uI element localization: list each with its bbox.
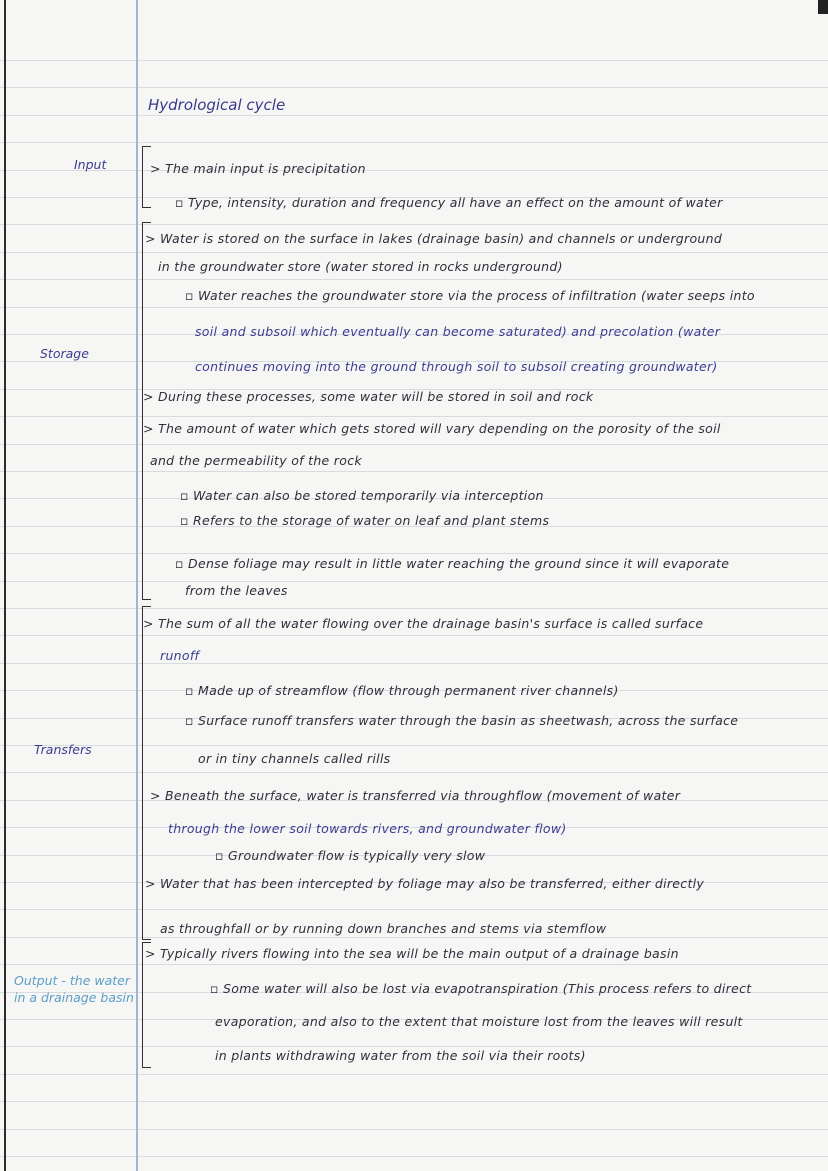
note-line: ▫ Refers to the storage of water on leaf and plant stems: [180, 513, 550, 528]
note-line: > During these processes, some water will be stored in soil and rock: [143, 389, 594, 404]
note-line: and the permeability of the rock: [150, 453, 362, 468]
note-line: > Typically rivers flowing into the sea will be the main output of a drainage basin: [145, 946, 679, 961]
note-line: runoff: [160, 648, 200, 663]
note-line: > Water is stored on the surface in lakes (drainage basin) and channels or underground: [145, 231, 723, 246]
margin-line: [136, 0, 138, 1171]
rule-line: [0, 60, 828, 61]
note-line: in plants withdrawing water from the soil via their roots): [215, 1048, 586, 1063]
note-line: > The amount of water which gets stored will vary depending on the porosity of the soil: [143, 421, 721, 436]
rule-line: [0, 663, 828, 664]
rule-line: [0, 307, 828, 308]
rule-line: [0, 909, 828, 910]
margin-label-input: Input: [74, 157, 107, 172]
rule-line: [0, 772, 828, 773]
rule-line: [0, 115, 828, 116]
rule-line: [0, 1156, 828, 1157]
note-line: ▫ Surface runoff transfers water through the basin as sheetwash, across the surface: [185, 713, 739, 728]
note-line: ▫ Water can also be stored temporarily via interception: [180, 488, 544, 503]
note-line: > Beneath the surface, water is transferred via throughflow (movement of water: [150, 788, 681, 803]
margin-label-storage: Storage: [40, 346, 89, 361]
note-line: as throughfall or by running down branches and stems via stemflow: [160, 921, 607, 936]
note-line: > The main input is precipitation: [150, 161, 366, 176]
note-line: evaporation, and also to the extent that moisture lost from the leaves will result: [215, 1014, 743, 1029]
note-line: or in tiny channels called rills: [198, 751, 391, 766]
rule-line: [0, 252, 828, 253]
margin-label-output: Output - the water in a drainage basin: [14, 973, 134, 1005]
note-line: ▫ Dense foliage may result in little water reaching the ground since it will evaporate: [175, 556, 730, 571]
rule-line: [0, 87, 828, 88]
note-line: > Water that has been intercepted by foliage may also be transferred, either directly: [145, 876, 705, 891]
rule-line: [0, 224, 828, 225]
rule-line: [0, 279, 828, 280]
note-line: ▫ Type, intensity, duration and frequency all have an effect on the amount of water: [175, 195, 723, 210]
rule-line: [0, 635, 828, 636]
note-line: ▫ Water reaches the groundwater store via the process of infiltration (water seeps into: [185, 288, 755, 303]
rule-line: [0, 745, 828, 746]
rule-line: [0, 471, 828, 472]
note-line: in the groundwater store (water stored in rocks underground): [158, 259, 563, 274]
note-line: ▫ Groundwater flow is typically very slow: [215, 848, 486, 863]
page-title: Hydrological cycle: [148, 96, 286, 114]
rule-line: [0, 142, 828, 143]
note-line: ▫ Some water will also be lost via evapotranspiration (This process refers to direct: [210, 981, 752, 996]
section-bracket-storage: [142, 222, 151, 600]
rule-line: [0, 1101, 828, 1102]
rule-line: [0, 1046, 828, 1047]
rule-line: [0, 553, 828, 554]
rule-line: [0, 608, 828, 609]
note-line: ▫ Made up of streamflow (flow through permanent river channels): [185, 683, 619, 698]
rule-line: [0, 1074, 828, 1075]
rule-line: [0, 170, 828, 171]
rule-line: [0, 937, 828, 938]
note-line: soil and subsoil which eventually can become saturated) and precolation (water: [195, 324, 721, 339]
rule-line: [0, 1129, 828, 1130]
rule-line: [0, 444, 828, 445]
margin-label-transfers: Transfers: [34, 742, 92, 757]
section-bracket-input: [142, 146, 151, 208]
note-line: > The sum of all the water flowing over the drainage basin's surface is called surface: [143, 616, 704, 631]
page-edge-line: [4, 0, 6, 1171]
rule-line: [0, 581, 828, 582]
rule-line: [0, 416, 828, 417]
note-line: from the leaves: [185, 583, 288, 598]
rule-line: [0, 964, 828, 965]
note-line: through the lower soil towards rivers, and groundwater flow): [168, 821, 567, 836]
page-corner: [818, 0, 828, 14]
note-line: continues moving into the ground through soil to subsoil creating groundwater): [195, 359, 718, 374]
